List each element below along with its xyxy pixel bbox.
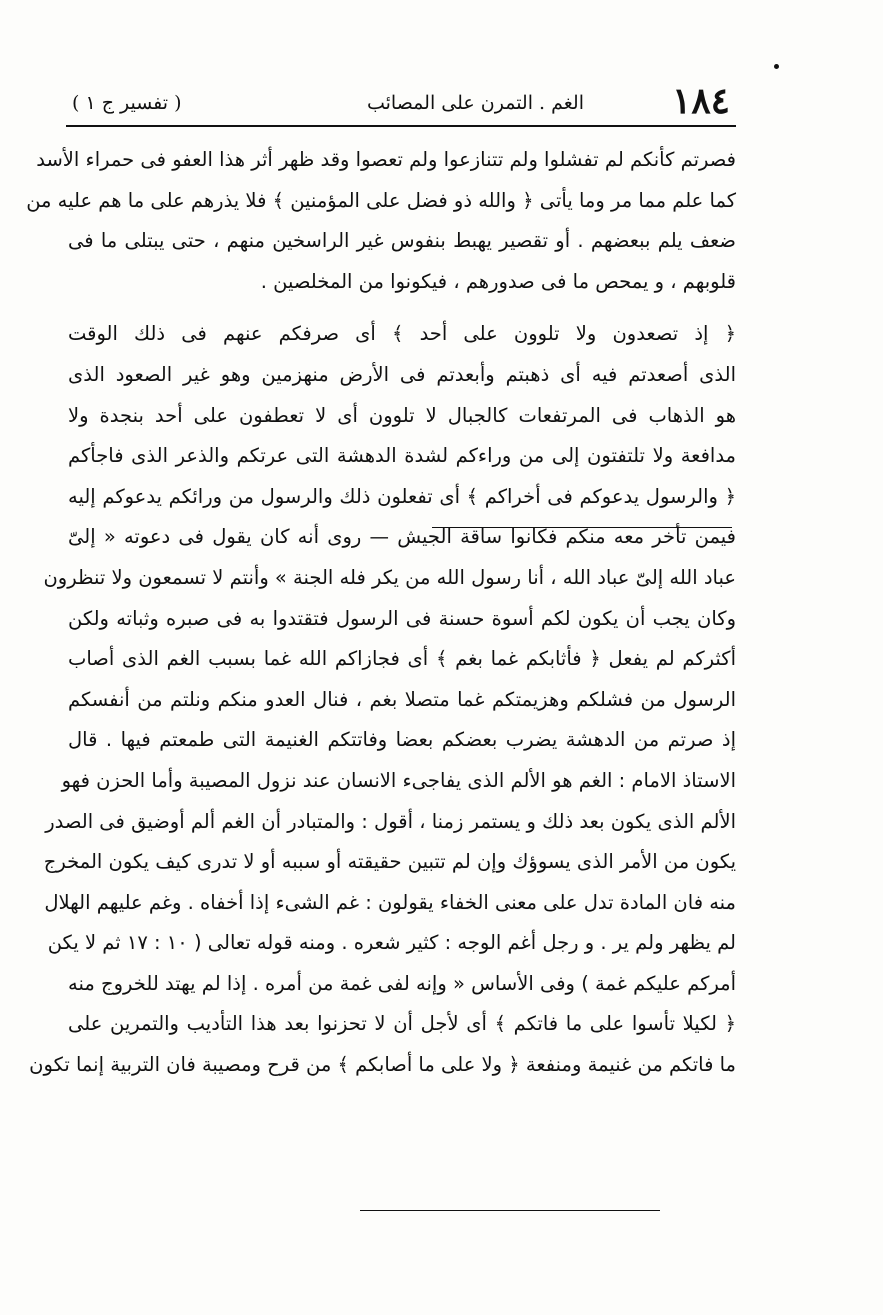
text-line: إذ صرتم من الدهشة يضرب بعضكم بعضا وفاتتكم الغنيمة التى طمعتم فيها . قال	[68, 728, 736, 752]
text-line: أمركم عليكم غمة ) وفى الأساس « وإنه لفى غمة من أمره . إذا لم يهتد للخروج منه	[68, 971, 736, 995]
text-line: فصرتم كأنكم لم تفشلوا ولم تتنازعوا ولم تعصوا وقد ظهر أثر هذا العفو فى حمراء الأسد	[36, 148, 736, 171]
text-line: وكان يجب أن يكون لكم أسوة حسنة فى الرسول فتقتدوا به فى صبره وثباته ولكن	[68, 606, 736, 630]
text-line: الذى أصعدتم فيه أى ذهبتم وأبعدتم فى الأرض منهزمين وهو غير الصعود الذى	[68, 362, 736, 386]
text-line: ﴿ والرسول يدعوكم فى أخراكم ﴾ أى تفعلون ذلك والرسول من ورائكم يدعوكم إليه	[68, 484, 736, 508]
text-line: منه فان المادة تدل على معنى الخفاء يقولون : غم الشىء إذا أخفاه . وغم عليهم الهلال	[44, 890, 736, 914]
text-line: ما فاتكم من غنيمة ومنفعة ﴿ ولا على ما أصابكم ﴾ من قرح ومصيبة فان التربية إنما تكون	[29, 1053, 736, 1077]
page-header	[66, 80, 734, 124]
ink-dot	[774, 64, 779, 69]
text-line: مدافعة ولا تلتفتون إلى من وراءكم لشدة الدهشة التى عرتكم والذعر الذى فاجأكم	[68, 444, 736, 468]
underline-mark	[432, 527, 732, 528]
text-line: ضعف يلم ببعضهم . أو تقصير يهبط بنفوس غير الراسخين منهم ، حتى يبتلى ما فى	[68, 229, 736, 253]
text-line: أكثركم لم يفعل ﴿ فأثابكم غما بغم ﴾ أى فجازاكم الله غما بسبب الغم الذى أصاب	[68, 647, 736, 671]
running-title: الغم . التمرن على المصائب	[366, 92, 584, 114]
text-line: ﴿ لكيلا تأسوا على ما فاتكم ﴾ أى لأجل أن لا تحزنوا بعد هذا التأديب والتمرين على	[68, 1012, 736, 1036]
text-line: هو الذهاب فى المرتفعات كالجبال لا تلوون أى لا تعطفون على أحد بنجدة ولا	[68, 403, 736, 427]
text-line: الرسول من فشلكم وهزيمتكم غما متصلا بغم ، فنال العدو منكم ونلتم من أنفسكم	[68, 687, 736, 711]
text-line: فيمن تأخر معه منكم فكانوا ساقة الجيش — روى أنه كان يقول فى دعوته « إلىّ	[68, 525, 736, 549]
book-reference: ( تفسير ج ١ )	[72, 92, 182, 114]
text-line: يكون من الأمر الذى يسوؤك وإن لم تتبين حقيقته أو سببه أو لا تدرى كيف يكون المخرج	[43, 850, 736, 874]
text-line: الألم الذى يكون بعد ذلك و يستمر زمنا ، أقول : والمتبادر أن الغم ألم أوضيق فى الصدر	[45, 809, 736, 833]
header-rule	[66, 125, 736, 127]
text-line: عباد الله إلىّ عباد الله ، أنا رسول الله من يكر فله الجنة » وأنتم لا تسمعون ولا تنظرون	[43, 565, 736, 589]
text-line: الاستاذ الامام : الغم هو الألم الذى يفاجىء الانسان عند نزول المصيبة وأما الحزن فهو	[61, 768, 736, 792]
text-line: ﴿ إذ تصعدون ولا تلوون على أحد ﴾ أى صرفكم عنهم فى ذلك الوقت	[68, 322, 736, 346]
text-line: لم يظهر ولم ير . و رجل أغم الوجه : كثير شعره . ومنه قوله تعالى ( ١٠ : ١٧ ثم لا يكن	[47, 931, 736, 955]
underline-mark	[360, 1210, 660, 1211]
text-line: قلوبهم ، و يمحص ما فى صدورهم ، فيكونوا من المخلصين .	[260, 269, 736, 293]
text-line: كما علم مما مر وما يأتى ﴿ والله ذو فضل على المؤمنين ﴾ فلا يذرهم على ما هم عليه من	[26, 188, 736, 212]
body-text	[26, 140, 736, 1086]
page-number: ١٨٤	[671, 80, 730, 122]
